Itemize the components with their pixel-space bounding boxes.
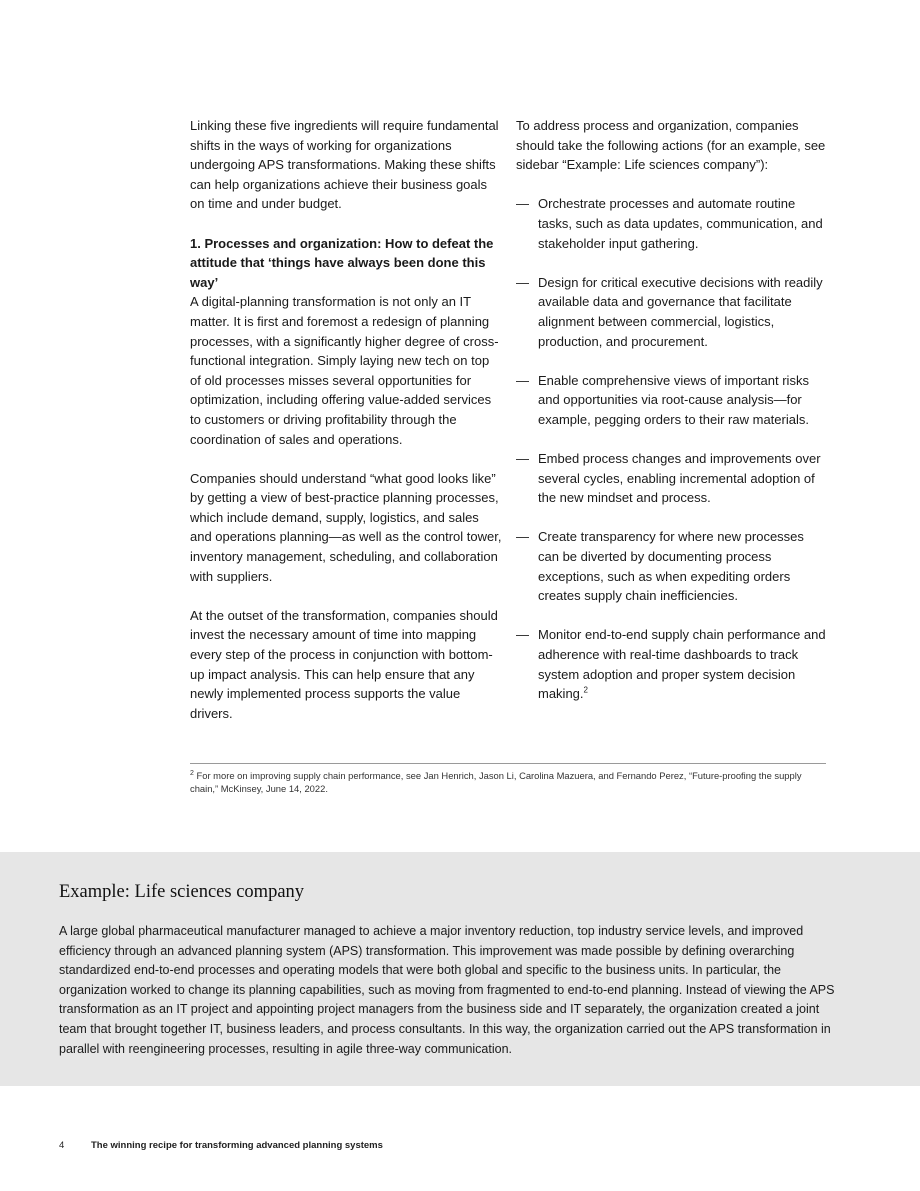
action-text: Design for critical executive decisions with readily available data and governance that facilitate alignment between commercial, logistics, production, and procurement. xyxy=(538,274,823,349)
dash-bullet: — xyxy=(516,627,529,643)
sidebar-example xyxy=(0,852,920,1086)
body-paragraph-2: Companies should understand “what good looks like” by getting a view of best-practice planning processes, which include demand, supply, logistics, and sales and operations planning—as well as the control tower, inventory management, scheduling, and collaboration with suppliers. xyxy=(190,470,502,584)
action-item xyxy=(516,194,828,253)
section-heading: 1. Processes and organization: How to defeat the attitude that ‘things have always been done this way’ xyxy=(190,235,494,290)
action-text: Monitor end-to-end supply chain performance and adherence with real-time dashboards to track system adoption and proper system decision making. xyxy=(538,627,826,702)
dash-bullet: — xyxy=(516,451,529,467)
footnote-divider xyxy=(190,763,826,764)
action-item xyxy=(516,371,828,430)
left-column xyxy=(190,116,502,723)
body-paragraph-1: A digital-planning transformation is not only an IT matter. It is first and foremost a redesign of planning processes, with a significantly higher degree of cross-functional integration. Simply laying new tech on top of old processes misses several opportunities for optimization, including offering value-added services to customers or driving profitability through the coordination of sales and operations. xyxy=(190,294,499,447)
page-number: 4 xyxy=(59,1140,65,1151)
action-text: Embed process changes and improvements over several cycles, enabling incremental adoption of the new mindset and process. xyxy=(538,451,821,506)
dash-bullet: — xyxy=(516,274,529,290)
footnote-marker: 2 xyxy=(190,769,194,777)
body-paragraph-3: At the outset of the transformation, companies should invest the necessary amount of time into mapping every step of the process in conjunction with bottom-up impact analysis. This can help ensure that any newly implemented process supports the value drivers. xyxy=(190,607,498,721)
action-item xyxy=(516,449,828,508)
action-text: Create transparency for where new processes can be diverted by documenting process exceptions, such as when expediting orders creates supply chain inefficiencies. xyxy=(538,529,804,604)
actions-intro: To address process and organization, companies should take the following actions (for an example, see sidebar “Example: Life sciences company”): xyxy=(516,118,826,173)
action-list xyxy=(516,194,828,703)
running-title: The winning recipe for transforming advanced planning systems xyxy=(91,1140,383,1151)
dash-bullet: — xyxy=(516,196,529,212)
right-column xyxy=(516,116,828,704)
dash-bullet: — xyxy=(516,372,529,388)
sidebar-title: Example: Life sciences company xyxy=(59,882,305,902)
action-text: Enable comprehensive views of important risks and opportunities via root-cause analysis—for example, pegging orders to their raw materials. xyxy=(538,372,809,427)
dash-bullet: — xyxy=(516,529,529,545)
action-item xyxy=(516,625,828,703)
sidebar-body: A large global pharmaceutical manufacturer managed to achieve a major inventory reduction, top industry service levels, and improved efficiency through an advanced planning system (APS) transformation. This improvement was made possible by defining overarching standardized end-to-end processes and operating models that were both global and specific to the business units. In particular, the organization worked to change its planning capabilities, such as moving from fragmented to end-to-end planning. Instead of viewing the APS transformation as an IT project and appointing project managers from the business side and IT separately, the organization created a joint team that brought together IT, business leaders, and process consultants. In this way, the organization carried out the APS transformation in parallel with reengineering processes, resulting in agile three-way communication. xyxy=(59,924,835,1056)
action-text: Orchestrate processes and automate routine tasks, such as data updates, communication, and stakeholder input gathering. xyxy=(538,196,823,251)
footnote-text: For more on improving supply chain performance, see Jan Henrich, Jason Li, Carolina Mazuera, and Fernando Perez, “Future-proofing the supply chain,” McKinsey, June 14, 2022. xyxy=(190,770,802,794)
action-item xyxy=(516,273,828,351)
intro-paragraph: Linking these five ingredients will require fundamental shifts in the ways of working for organizations undergoing APS transformations. Making these shifts can help organizations achieve their business goals on time and under budget. xyxy=(190,118,499,212)
action-item xyxy=(516,527,828,605)
footnote xyxy=(190,769,826,795)
footnote-ref: 2 xyxy=(583,685,588,695)
